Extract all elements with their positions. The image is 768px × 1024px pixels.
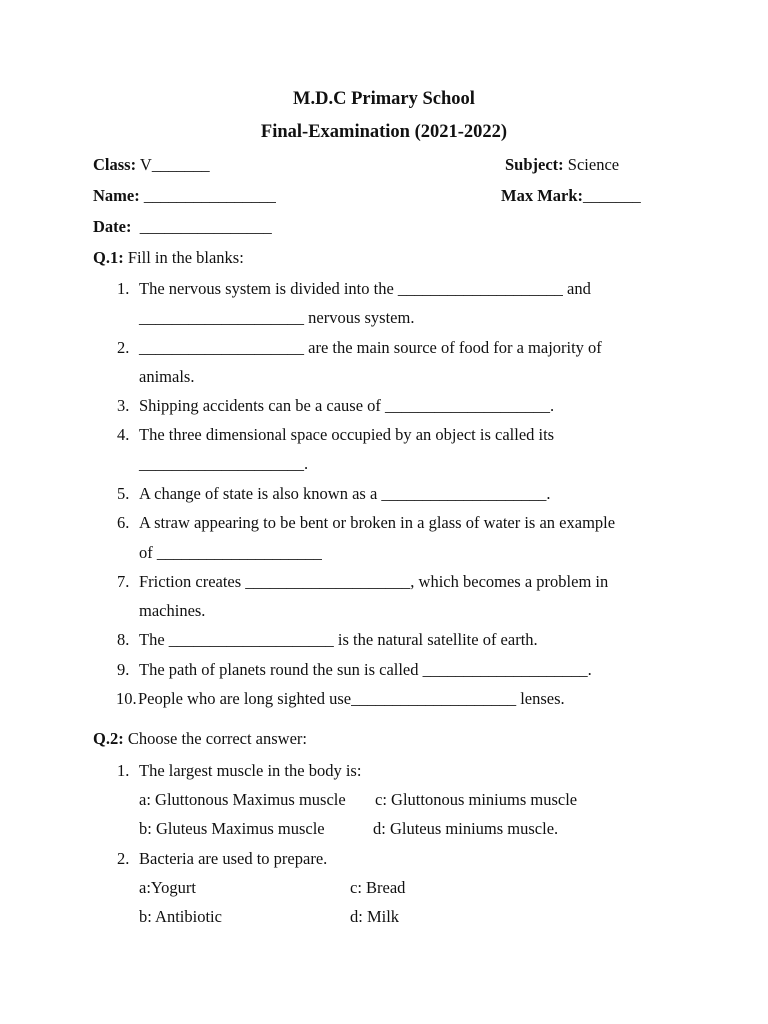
q1-item-2-line2: animals. — [139, 367, 195, 386]
q2-item-2-option-d: d: Milk — [350, 907, 400, 926]
class-label: Class: — [93, 155, 137, 174]
date-value: ________________ — [139, 217, 272, 236]
class-value: V_______ — [139, 155, 210, 174]
q2-instruction: Choose the correct answer: — [127, 729, 307, 748]
school-name: M.D.C Primary School — [293, 89, 475, 109]
q1-item-7-line1: Friction creates ____________________, which becomes a problem in — [139, 572, 609, 591]
q1-item-7-number: 7. — [117, 572, 130, 591]
q1-item-8-line1: The ____________________ is the natural satellite of earth. — [139, 630, 538, 649]
q1-item-2-number: 2. — [117, 338, 130, 357]
q1-item-2-line1: ____________________ are the main source of food for a majority of — [139, 338, 602, 357]
q2-item-2-option-a: a:Yogurt — [139, 878, 197, 897]
name-label: Name: — [93, 186, 140, 205]
q1-item-10-line1: People who are long sighted use____________________ lenses. — [138, 689, 565, 708]
max-mark-field — [501, 186, 641, 206]
q1-item-4-number: 4. — [117, 425, 130, 444]
q1-item-1-number: 1. — [117, 279, 130, 298]
q2-item-2-option-b: b: Antibiotic — [139, 907, 222, 926]
q1-item-5-number: 5. — [117, 484, 130, 503]
q1-item-6-line2: of ____________________ — [139, 543, 322, 562]
q1-item-1-line2: ____________________ nervous system. — [139, 308, 415, 327]
q1-item-4-line2: ____________________. — [139, 454, 309, 473]
q2-item-1-option-d: d: Gluteus miniums muscle. — [373, 819, 559, 838]
q1-item-4-line1: The three dimensional space occupied by an object is called its — [139, 425, 555, 444]
q1-item-10-number: 10. — [116, 689, 137, 708]
max-mark-label: Max Mark: — [501, 186, 584, 205]
max-mark-value: _______ — [583, 186, 641, 205]
subject-label: Subject: — [505, 155, 564, 174]
q1-item-5-line1: A change of state is also known as a ____________________. — [139, 484, 551, 503]
q2-item-2-number: 2. — [117, 849, 130, 868]
q2-label: Q.2: — [93, 729, 124, 748]
date-label: Date: — [93, 217, 132, 236]
q1-item-9-line1: The path of planets round the sun is called ____________________. — [139, 660, 592, 679]
q2-item-1-number: 1. — [117, 761, 130, 780]
name-field — [93, 186, 276, 206]
q2-item-2-option-c: c: Bread — [350, 878, 406, 897]
q2-item-1-option-a: a: Gluttonous Maximus muscle — [139, 790, 346, 809]
q1-item-6-number: 6. — [117, 513, 130, 532]
q1-item-9-number: 9. — [117, 660, 130, 679]
q2-heading — [93, 729, 307, 749]
subject-value: Science — [567, 155, 620, 174]
q1-item-7-line2: machines. — [139, 601, 206, 620]
q1-item-3-line1: Shipping accidents can be a cause of ____________________. — [139, 396, 555, 415]
q2-item-1-option-c: c: Gluttonous miniums muscle — [375, 790, 578, 809]
q1-label: Q.1: — [93, 248, 124, 267]
q1-heading — [93, 248, 244, 268]
q1-item-6-line1: A straw appearing to be bent or broken in a glass of water is an example — [139, 513, 616, 532]
date-field — [93, 217, 272, 237]
class-field — [93, 155, 210, 175]
q2-item-1-question: The largest muscle in the body is: — [139, 761, 362, 780]
q1-item-1-line1: The nervous system is divided into the ____________________ and — [139, 279, 591, 298]
name-value: ________________ — [143, 186, 276, 205]
q2-item-2-question: Bacteria are used to prepare. — [139, 849, 328, 868]
q1-item-3-number: 3. — [117, 396, 130, 415]
q1-instruction: Fill in the blanks: — [127, 248, 244, 267]
subject-field — [505, 155, 619, 175]
q1-item-8-number: 8. — [117, 630, 130, 649]
q2-item-1-option-b: b: Gluteus Maximus muscle — [139, 819, 325, 838]
exam-title: Final-Examination (2021-2022) — [260, 122, 508, 142]
